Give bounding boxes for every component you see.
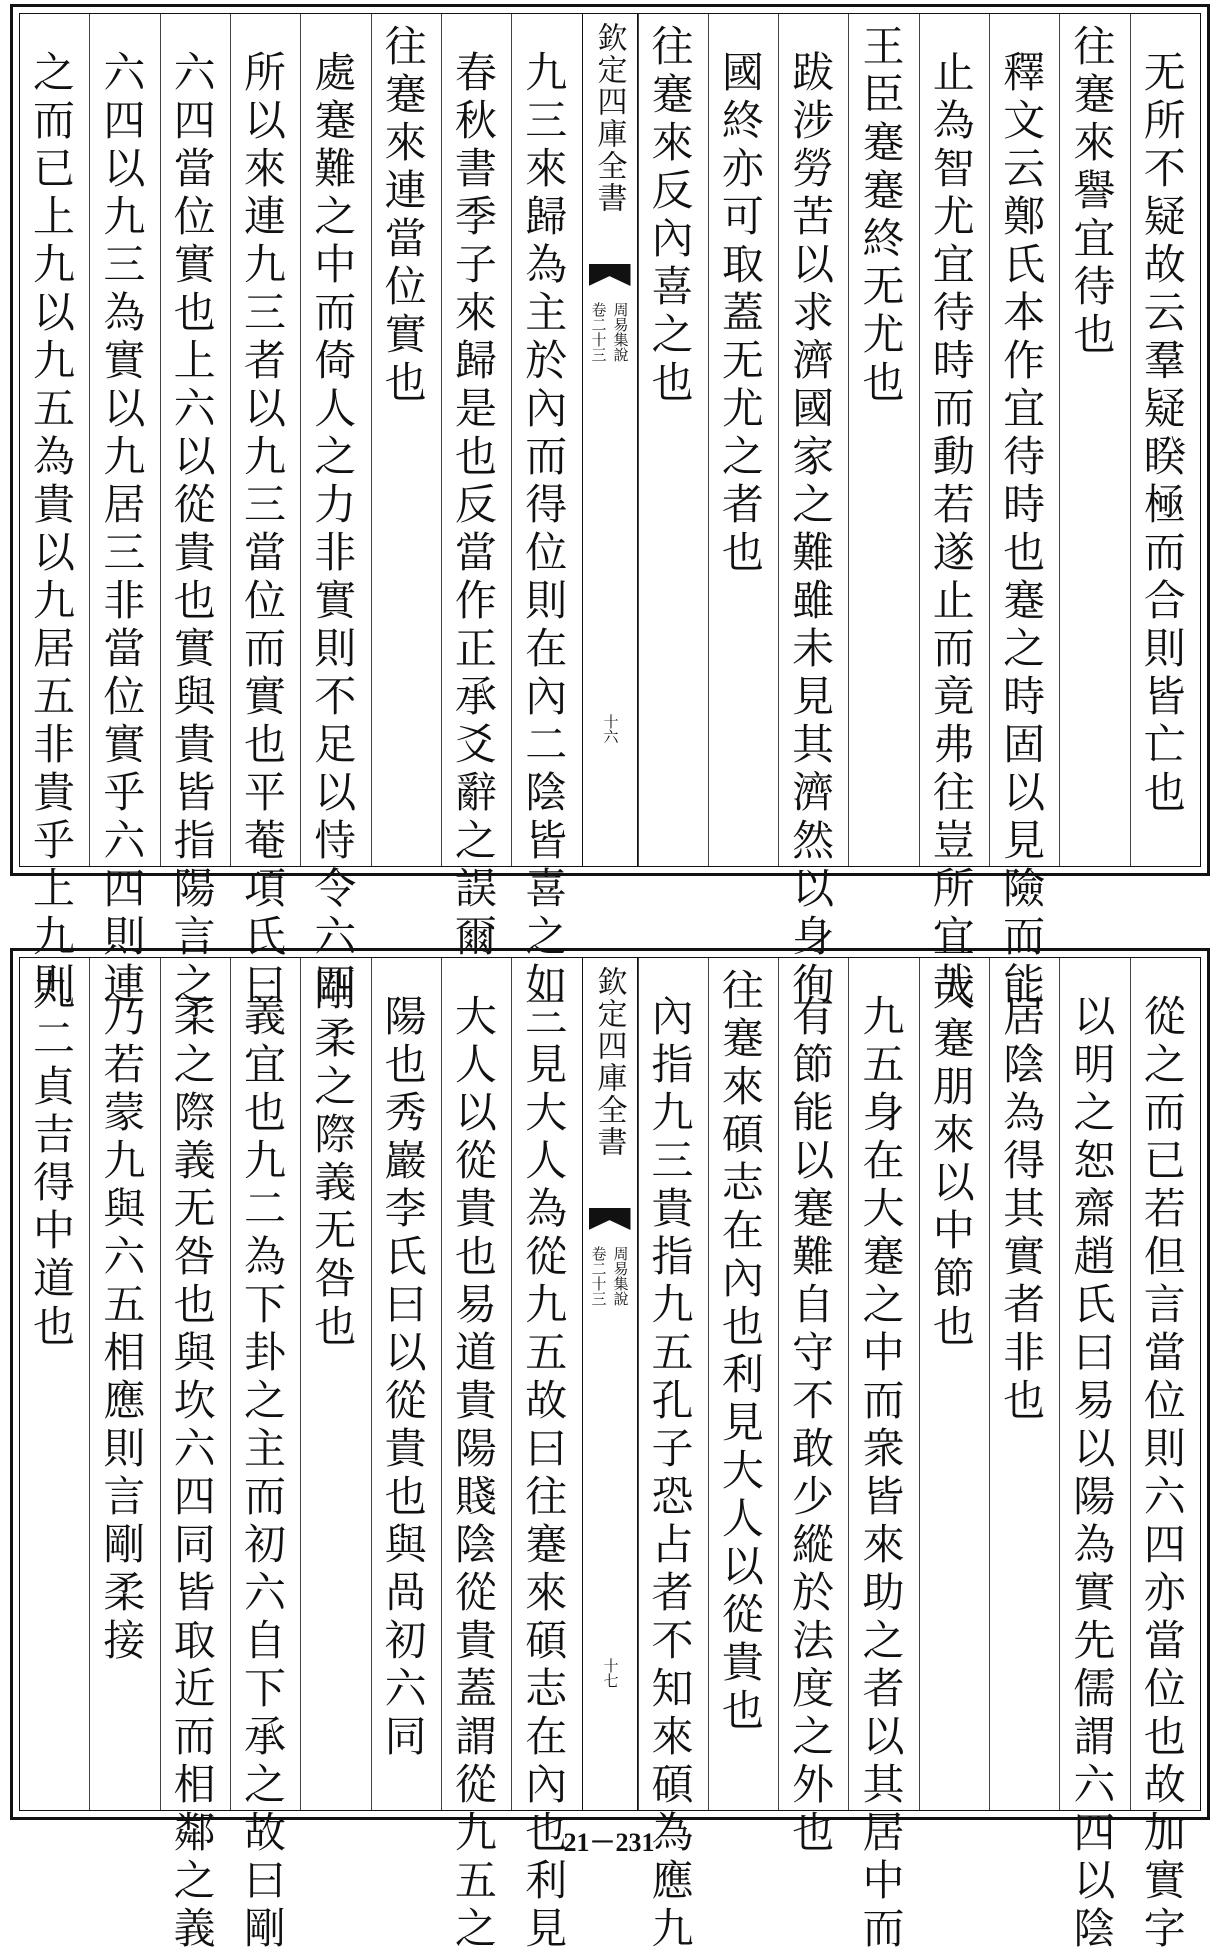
text-column [300,14,370,1010]
heading-line: 往蹇來連當位實也 [378,24,428,408]
text-column [160,14,230,1010]
commentary-line: 无所不疑故云羣疑睽極而合則皆亡也 [1137,50,1187,818]
text-column [300,958,370,1810]
text-column [230,14,300,1010]
text-column [1130,958,1200,1954]
commentary-line: 六四當位實也上六以從貴也實與貴皆指陽言之 [167,50,217,1010]
text-column [778,958,848,1858]
spine-folio: 十六 [601,714,620,744]
commentary-line: 以明之恕齋趙氏曰易以陽為實先儒謂六四以陰 [1067,994,1117,1954]
commentary-line: 所以來連九三者以九三當位而實也平菴項氏曰 [237,50,287,1010]
spine-book-title: 周易集說 [611,302,630,362]
text-columns-top [19,13,1201,1010]
text-column [848,14,918,866]
text-column [778,14,848,1010]
text-column [160,958,230,1954]
text-column [511,14,581,1010]
book-spine [582,14,638,866]
text-column [1059,14,1129,866]
text-column [989,14,1059,1010]
commentary-line: 九五身在大蹇之中而衆皆來助之者以其居中而 [856,994,906,1954]
commentary-line: 柔之際義无咎也與坎六四同皆取近而相鄰之義 [167,994,217,1954]
commentary-line: 陽也秀巖李氏曰以從貴也與咼初六同 [378,994,428,1762]
page-number: 21－231 [563,1828,655,1857]
commentary-line: 從之而已若但言當位則六四亦當位也故加實字 [1137,994,1187,1954]
heading-line: 往蹇來譽宜待也 [1067,24,1117,360]
heading-line: 往蹇來反內喜之也 [645,24,695,408]
text-column [441,14,511,962]
text-column [638,14,708,866]
text-column [20,958,89,1810]
commentary-line: 跋涉勞苦以求濟國家之難雖未見其濟然以身徇 [786,50,836,1010]
text-column [848,958,918,1954]
commentary-line: 乃若蒙九與六五相應則言剛柔接 [97,994,147,1666]
spine-header: 欽定四庫全書 [591,966,627,1158]
heading-line: 王臣蹇蹇終无尤也 [856,24,906,408]
text-column [89,958,159,1810]
spine-folio: 十七 [601,1658,620,1688]
fishtail-mark-icon [589,264,631,286]
commentary-line: 春秋書季子來歸是也反當作正承爻辭之誤爾 [448,50,498,962]
commentary-line: 有節能以蹇難自守不敢少縱於法度之外也 [786,994,836,1858]
page-panel-top [10,4,1210,1010]
heading-line: 剛柔之際義无咎也 [308,968,358,1352]
book-spine [582,958,638,1810]
commentary-line: 之而已上九以九五為貴以九居五非貴乎上九則 [27,50,76,1010]
commentary-line: 居陰為得其實者非也 [997,994,1047,1426]
text-column [708,14,778,866]
commentary-line: 處蹇難之中而倚人之力非實則不足以恃令六四 [308,50,358,1010]
commentary-line: 六四以九三為實以九居三非當位實乎六四則連 [97,50,147,1010]
text-column [230,958,300,1954]
heading-line: 往蹇來碩志在內也利見大人以從貴也 [715,968,765,1736]
spine-volume: 卷二十三 [589,302,608,362]
text-column [441,958,511,1954]
heading-line: 九二貞吉得中道也 [27,968,76,1352]
commentary-line: 三見大人為從九五故曰往蹇來碩志在內也利見 [519,994,569,1954]
commentary-line: 內指九三貴指九五孔子恐占者不知來碩為應九 [645,994,695,1954]
commentary-line: 釋文云鄭氏本作宜待時也蹇之時固以見險而能 [997,50,1047,1010]
commentary-line: 大人以從貴也易道貴陽賤陰從貴蓋謂從九五之 [448,994,498,1954]
text-column [371,14,441,866]
commentary-line: 九三來歸為主於內而得位則在內二陰皆喜之如 [519,50,569,1010]
text-column [919,958,989,1810]
text-column [708,958,778,1810]
spine-volume: 卷二十三 [589,1246,608,1306]
text-column [511,958,581,1954]
commentary-line: 國終亦可取蓋无尤之者也 [715,50,765,578]
spine-book-title: 周易集說 [611,1246,630,1306]
commentary-line: 止為智尤宜待時而動若遂止而竟弗往豈所宜哉 [926,50,976,1010]
text-column [371,958,441,1810]
heading-line: 大蹇朋來以中節也 [926,968,976,1352]
fishtail-mark-icon [589,1208,631,1230]
text-column [20,14,89,1010]
text-column [89,14,159,1010]
text-column [638,958,708,1954]
text-column [1130,14,1200,866]
spine-header: 欽定四庫全書 [591,22,627,214]
text-column [919,14,989,1010]
commentary-line: 義宜也九二為下卦之主而初六自下承之故曰剛 [237,994,287,1954]
text-column [989,958,1059,1810]
text-column [1059,958,1129,1954]
